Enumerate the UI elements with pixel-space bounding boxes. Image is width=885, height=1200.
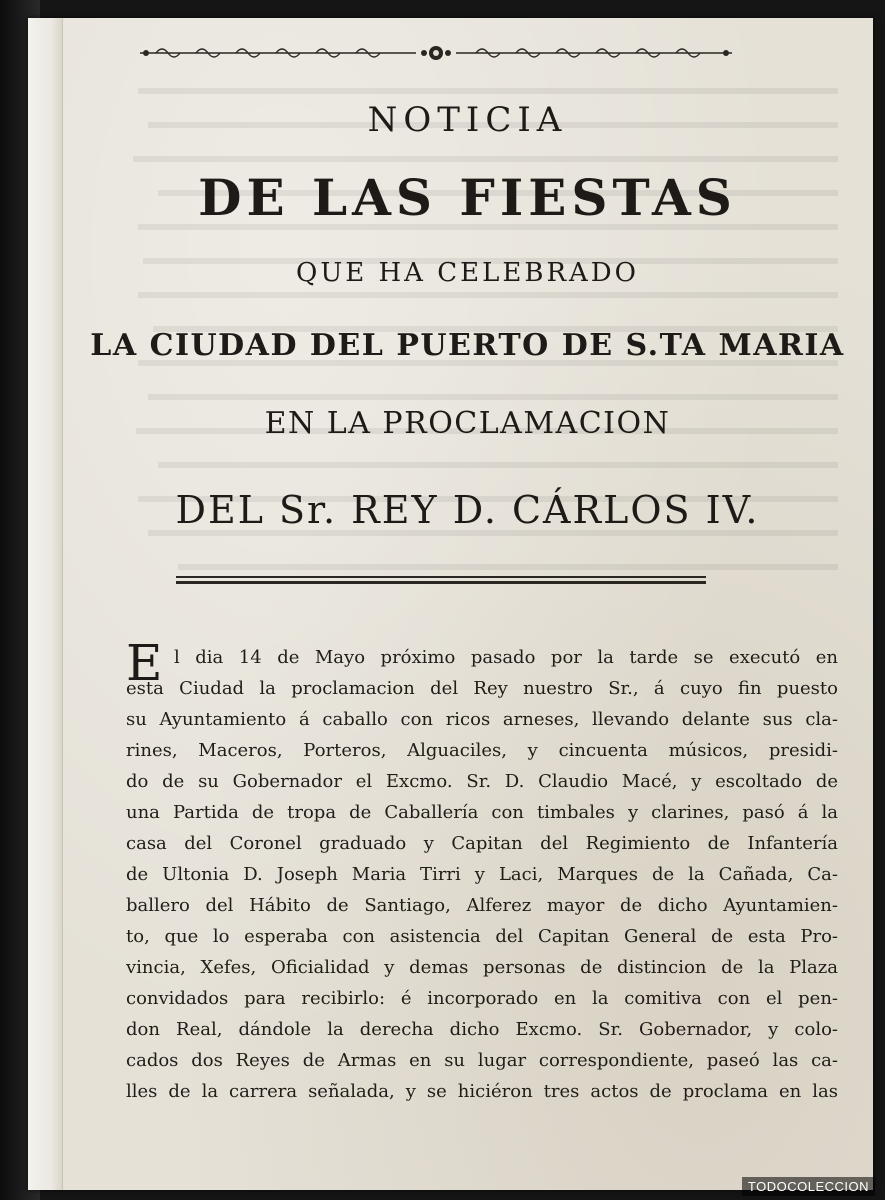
body-line: lles de la carrera señalada, y se hiciéron tres actos de proclama en las (126, 1081, 838, 1102)
body-line: casa del Coronel graduado y Capitan del Regimiento de Infantería (126, 833, 838, 854)
title-separator-rule (176, 576, 706, 586)
body-line: esta Ciudad la proclamacion del Rey nuestro Sr., á cuyo fin puesto (126, 678, 838, 699)
body-line: una Partida de tropa de Caballería con timbales y clarines, pasó á la (126, 802, 838, 823)
title-line-6: DEL Sr. REY D. CÁRLOS IV. (175, 488, 760, 532)
drop-cap: E (126, 634, 163, 692)
decorative-border-icon (136, 38, 736, 68)
body-paragraph (126, 634, 838, 1107)
title-line-4: LA CIUDAD DEL PUERTO DE S.TA MARIA (90, 328, 845, 363)
body-line: to, que lo esperaba con asistencia del Capitan General de esta Pro- (126, 926, 838, 947)
title-line-2: DE LAS FIESTAS (198, 168, 737, 227)
body-line: do de su Gobernador el Excmo. Sr. D. Claudio Macé, y escoltado de (126, 771, 838, 792)
title-line-1: NOTICIA (367, 100, 568, 140)
body-line: vincia, Xefes, Oficialidad y demas personas de distincion de la Plaza (126, 957, 838, 978)
body-line: cados dos Reyes de Armas en su lugar correspondiente, paseó las ca- (126, 1050, 838, 1071)
body-line: de Ultonia D. Joseph Maria Tirri y Laci, Marques de la Cañada, Ca- (126, 864, 838, 885)
body-line: su Ayuntamiento á caballo con ricos arneses, llevando delante sus cla- (126, 709, 838, 730)
body-line: rines, Maceros, Porteros, Alguaciles, y cincuenta músicos, presidi- (126, 740, 838, 761)
title-line-5: EN LA PROCLAMACION (264, 406, 671, 441)
document-page (28, 18, 873, 1190)
title-line-3: QUE HA CELEBRADO (296, 258, 639, 288)
body-line: don Real, dándole la derecha dicho Excmo. Sr. Gobernador, y colo- (126, 1019, 838, 1040)
body-line-text: l dia 14 de Mayo próximo pasado por la tarde se executó en (174, 647, 838, 668)
watermark-label: TODOCOLECCION (742, 1177, 875, 1196)
page-binding-edge (28, 18, 63, 1190)
body-line: convidados para recibirlo: é incorporado en la comitiva con el pen- (126, 988, 838, 1009)
body-line: ballero del Hábito de Santiago, Alferez mayor de dicho Ayuntamien- (126, 895, 838, 916)
